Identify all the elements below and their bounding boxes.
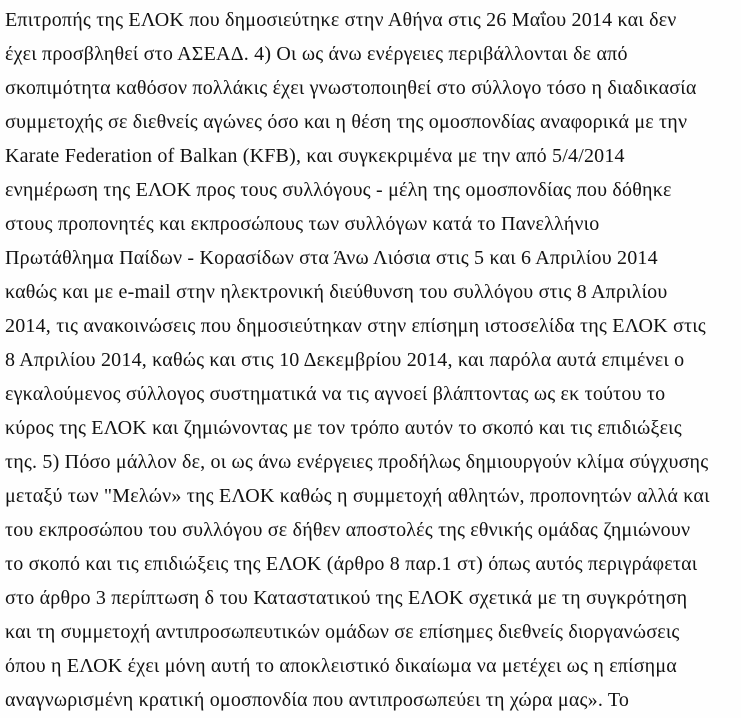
text-line: στο άρθρο 3 περίπτωση δ του Καταστατικού της ΕΛΟΚ σχετικά με τη συγκρότηση bbox=[5, 587, 688, 609]
text-line: εγκαλούμενος σύλλογος συστηματικά να τις αγνοεί βλάπτοντας ως εκ τούτου το bbox=[5, 383, 666, 405]
text-line: και τη συμμετοχή αντιπροσωπευτικών ομάδων σε επίσημες διεθνείς διοργανώσεις bbox=[5, 621, 680, 643]
text-line: καθώς και με e-mail στην ηλεκτρονική διεύθυνση του συλλόγου στις 8 Απριλίου bbox=[5, 281, 668, 303]
text-line: Πρωτάθλημα Παίδων - Κορασίδων στα Άνω Λιόσια στις 5 και 6 Απριλίου 2014 bbox=[5, 247, 658, 269]
text-line: Επιτροπής της ΕΛΟΚ που δημοσιεύτηκε στην Αθήνα στις 26 Μαΐου 2014 και δεν bbox=[5, 9, 677, 31]
text-line: έχει προσβληθεί στο ΑΣΕΑΔ. 4) Οι ως άνω ενέργειες περιβάλλονται δε από bbox=[5, 43, 628, 65]
text-line: ενημέρωση της ΕΛΟΚ προς τους συλλόγους - μέλη της ομοσπονδίας που δόθηκε bbox=[5, 179, 672, 201]
text-line: όπου η ΕΛΟΚ έχει μόνη αυτή το αποκλειστικό δικαίωμα να μετέχει ως η επίσημα bbox=[5, 655, 677, 677]
text-line: 8 Απριλίου 2014, καθώς και στις 10 Δεκεμβρίου 2014, και παρόλα αυτά επιμένει ο bbox=[5, 349, 685, 371]
text-line: του εκπροσώπου του συλλόγου σε δήθεν αποστολές της εθνικής ομάδας ζημιώνουν bbox=[5, 519, 691, 541]
text-line: 2014, τις ανακοινώσεις που δημοσιεύτηκαν στην επίσημη ιστοσελίδα της ΕΛΟΚ στις bbox=[5, 315, 706, 337]
text-line: σκοπιμότητα καθόσον πολλάκις έχει γνωστοποιηθεί στο σύλλογο τόσο η διαδικασία bbox=[5, 77, 697, 99]
text-line: στους προπονητές και εκπροσώπους των συλλόγων κατά το Πανελλήνιο bbox=[5, 213, 600, 235]
text-line: μεταξύ των "Μελών» της ΕΛΟΚ καθώς η συμμετοχή αθλητών, προπονητών αλλά και bbox=[5, 485, 710, 507]
text-line: αναγνωρισμένη κρατική ομοσπονδία που αντιπροσωπεύει τη χώρα μας». Το bbox=[5, 689, 630, 711]
text-line: της. 5) Πόσο μάλλον δε, οι ως άνω ενέργειες προδήλως δημιουργούν κλίμα σύγχυσης bbox=[5, 451, 709, 473]
text-line: Karate Federation of Balkan (KFB), και συγκεκριμένα με την από 5/4/2014 bbox=[5, 145, 625, 167]
text-line: συμμετοχής σε διεθνείς αγώνες όσο και η θέση της ομοσπονδίας αναφορικά με την bbox=[5, 111, 688, 133]
text-line: το σκοπό και τις επιδιώξεις της ΕΛΟΚ (άρθρο 8 παρ.1 στ) όπως αυτός περιγράφεται bbox=[5, 553, 698, 575]
paragraph-text-block bbox=[5, 3, 732, 717]
text-line: κύρος της ΕΛΟΚ και ζημιώνοντας με τον τρόπο αυτόν το σκοπό και τις επιδιώξεις bbox=[5, 417, 682, 439]
